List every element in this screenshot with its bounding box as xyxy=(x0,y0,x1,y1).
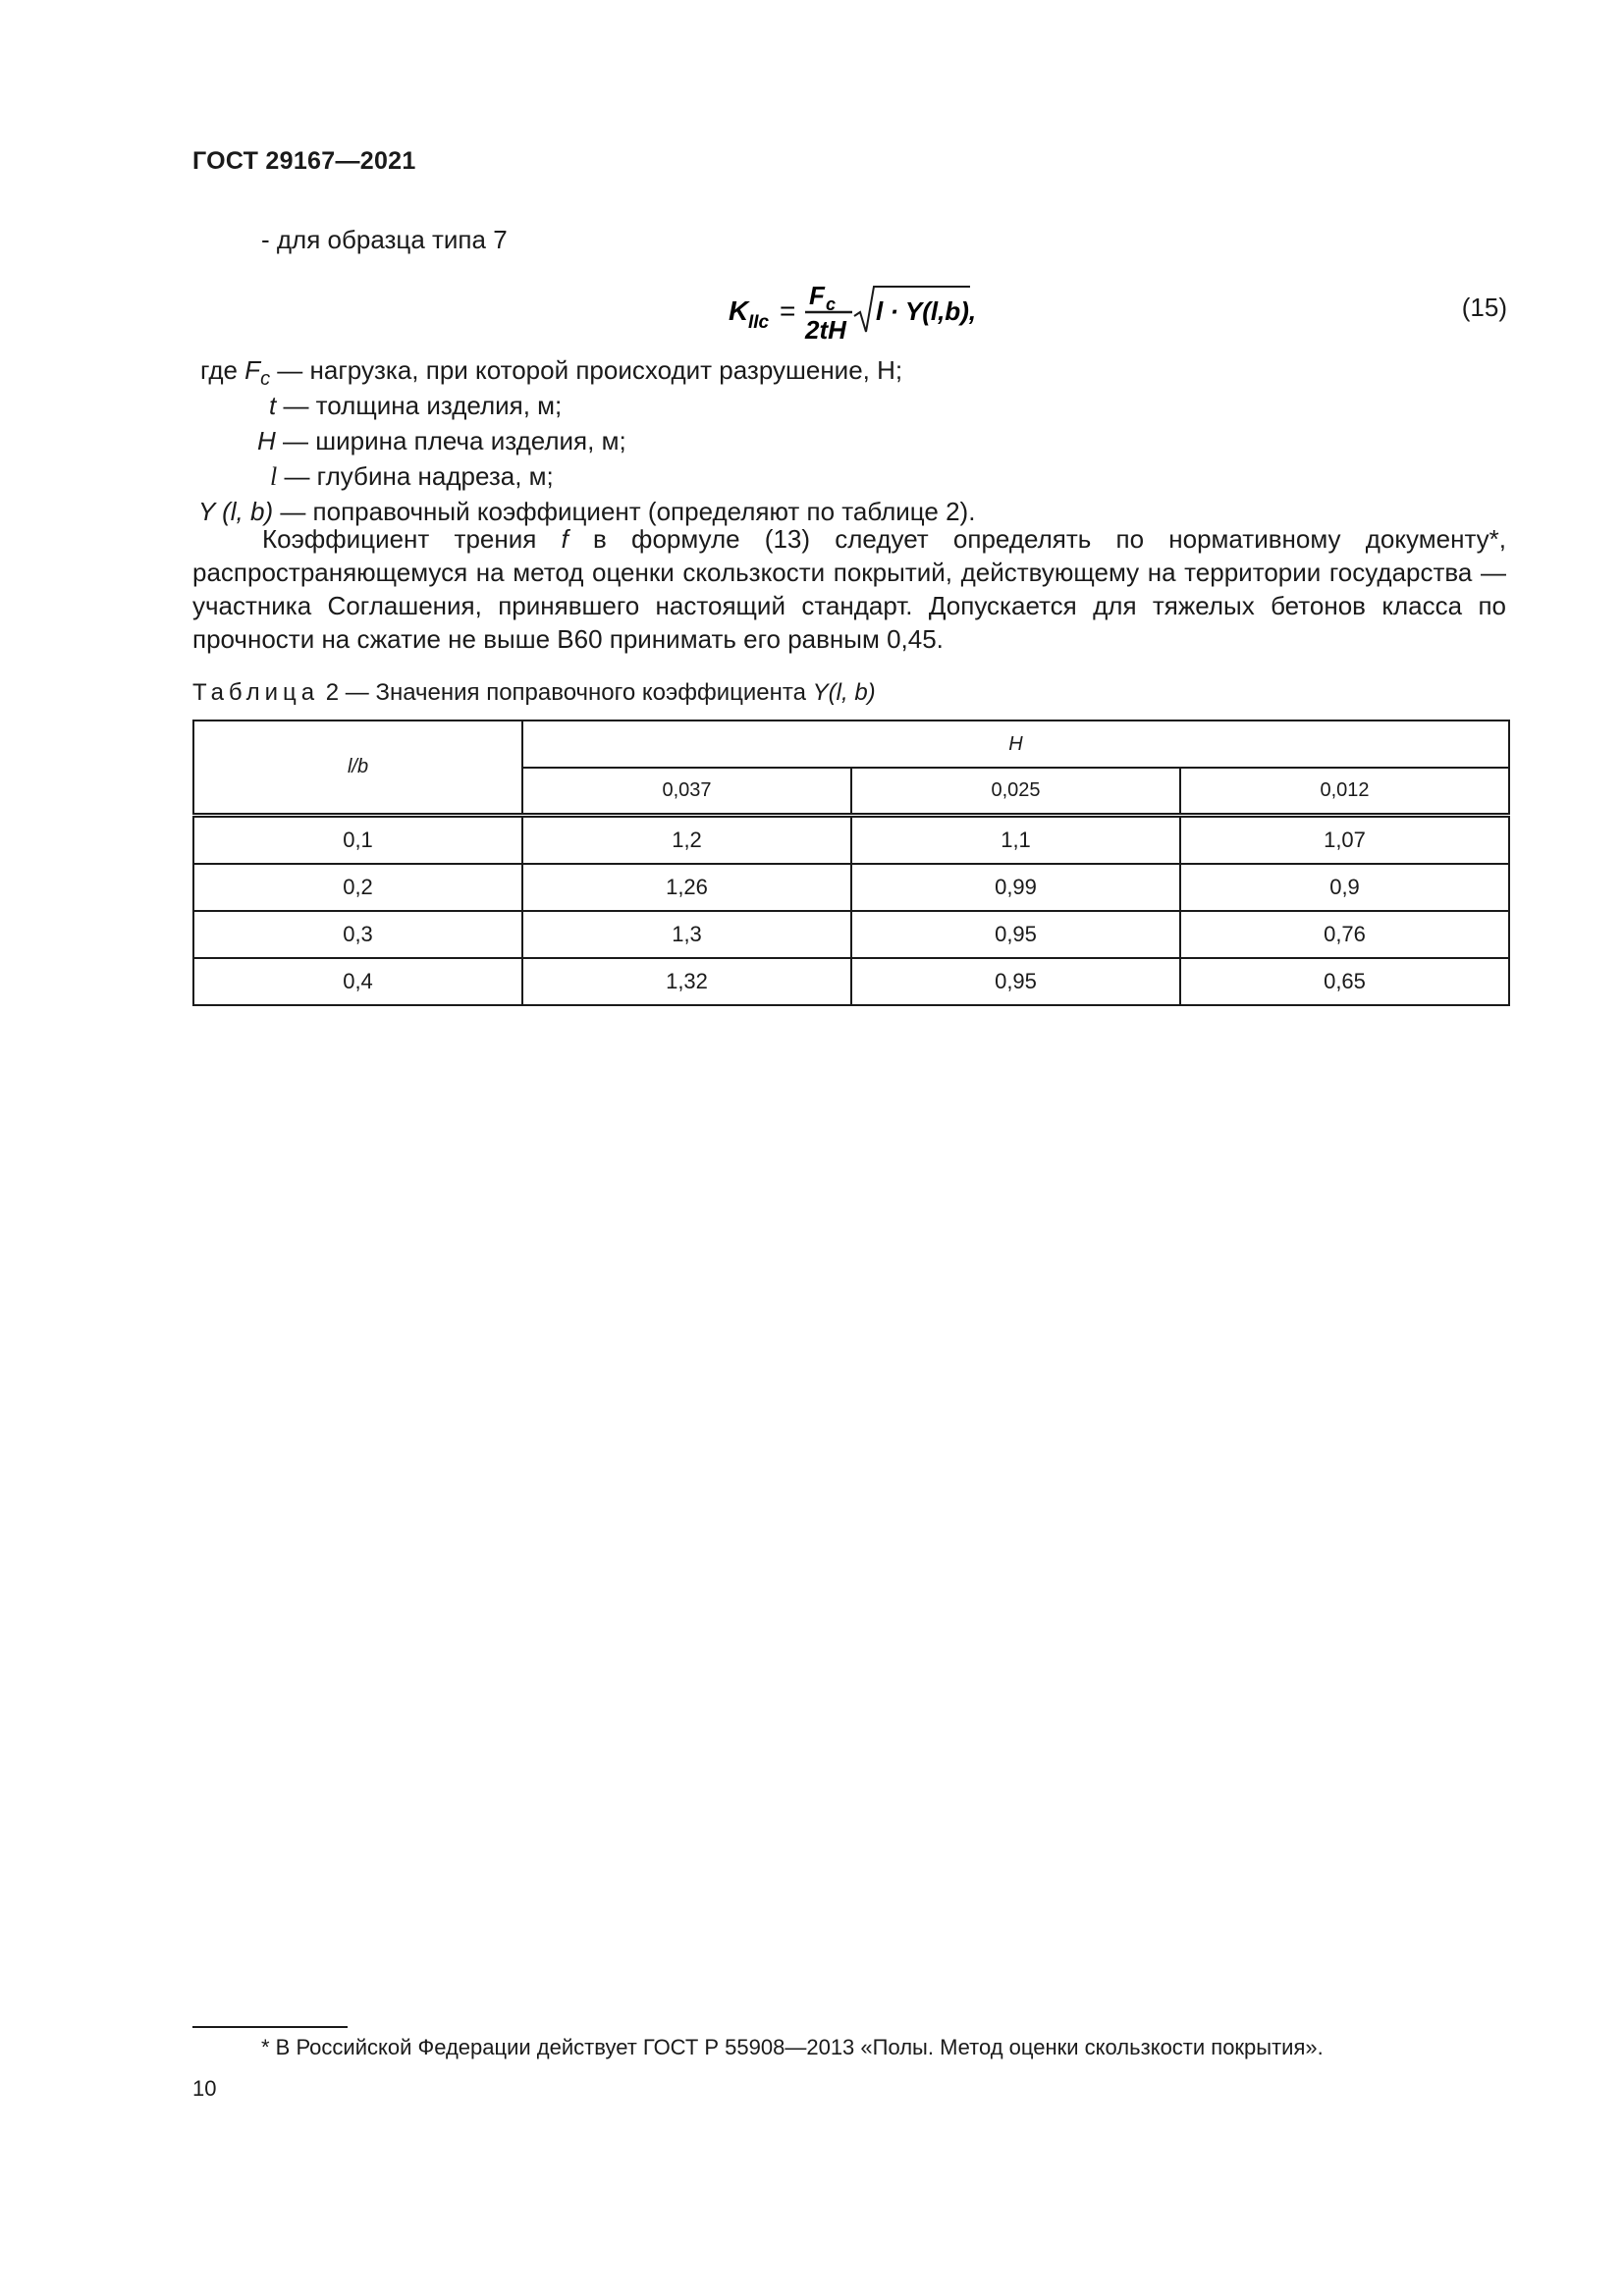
definition-prefix: где xyxy=(200,355,245,385)
table-header-row xyxy=(193,721,1509,768)
document-header: ГОСТ 29167—2021 xyxy=(192,147,416,175)
definition-symbol: F xyxy=(244,355,261,385)
footnote: * В Российской Федерации действует ГОСТ Р 55908—2013 «Полы. Метод оценки скользкости покрытия». xyxy=(261,2035,1324,2059)
definition-text: — нагрузка, при которой происходит разрушение, Н; xyxy=(270,355,903,385)
table-cell: 0,76 xyxy=(1180,911,1509,958)
table-cell: 0,9 xyxy=(1180,864,1509,911)
definition-symbol: l xyxy=(270,462,278,491)
definition-symbol: H xyxy=(257,426,276,455)
formula-equals: = xyxy=(780,295,796,326)
definition-row xyxy=(270,458,554,495)
table-row xyxy=(193,958,1509,1005)
table-cell: 0,99 xyxy=(851,864,1180,911)
table-cell: 0,95 xyxy=(851,911,1180,958)
formula-number: (15) xyxy=(1461,293,1507,322)
formula-lhs-sub: IIc xyxy=(748,312,770,333)
definition-symbol: t xyxy=(269,391,277,420)
formula-lhs: K xyxy=(729,295,749,326)
table-cell: 1,07 xyxy=(1180,816,1509,865)
correction-coefficient-table xyxy=(192,720,1510,1006)
table-cell: 0,4 xyxy=(193,958,522,1005)
formula-radicand: l · Y(l,b), xyxy=(876,296,977,326)
table-cell: 0,1 xyxy=(193,816,522,865)
table-header-h: H xyxy=(522,721,1509,768)
table-column-header: 0,012 xyxy=(1180,768,1509,816)
table-caption-text: 2 — Значения поправочного коэффициента xyxy=(319,679,813,706)
paragraph-start: Коэффициент трения xyxy=(262,524,562,554)
table-caption-function: Y(l, b) xyxy=(812,679,876,706)
table-row xyxy=(193,816,1509,865)
table-cell: 1,3 xyxy=(522,911,851,958)
table-cell: 1,32 xyxy=(522,958,851,1005)
table-cell: 0,3 xyxy=(193,911,522,958)
formula-numerator: F xyxy=(809,281,825,310)
formula-denominator: 2tH xyxy=(805,315,846,345)
table-cell: 0,2 xyxy=(193,864,522,911)
definition-row xyxy=(269,388,562,423)
table-cell: 0,65 xyxy=(1180,958,1509,1005)
page-number: 10 xyxy=(192,2076,217,2101)
table-cell: 1,1 xyxy=(851,816,1180,865)
paragraph-rest: в формуле (13) следует определять по нормативному документу*, распространяющемуся на метод оценки скользкости покрытий, действующему на территории государства — участника Соглашения, принявшего настоящий стандарт. Допускается для тяжелых бетонов класса по прочности на сжатие не выше В60 принимать его равным 0,45. xyxy=(192,524,1507,654)
table-header-lb: l/b xyxy=(193,721,522,816)
table-row xyxy=(193,864,1509,911)
table-column-header: 0,037 xyxy=(522,768,851,816)
definition-text: — поправочный коэффициент (определяют по таблице 2). xyxy=(273,497,976,526)
table-cell: 0,95 xyxy=(851,958,1180,1005)
definition-text: — ширина плеча изделия, м; xyxy=(275,426,626,455)
sample-type-intro: - для образца типа 7 xyxy=(261,225,508,254)
formula-15 xyxy=(727,275,982,349)
definition-subscript: c xyxy=(260,368,271,391)
table-row xyxy=(193,911,1509,958)
definition-row xyxy=(257,423,626,458)
table-cell: 1,2 xyxy=(522,816,851,865)
definition-symbol: Y (l, b) xyxy=(198,497,274,526)
paragraph-f-symbol: f xyxy=(561,524,568,554)
definition-text: — глубина надреза, м; xyxy=(277,461,554,491)
table-caption-word: Таблица xyxy=(192,679,320,706)
friction-coefficient-paragraph xyxy=(192,522,1506,656)
definition-text: — толщина изделия, м; xyxy=(276,391,563,420)
table-caption xyxy=(192,679,876,707)
formula-numerator-sub: c xyxy=(826,294,837,314)
formula-graphic xyxy=(727,275,982,349)
footnote-rule xyxy=(192,2026,348,2028)
table-column-header: 0,025 xyxy=(851,768,1180,816)
table-cell: 1,26 xyxy=(522,864,851,911)
